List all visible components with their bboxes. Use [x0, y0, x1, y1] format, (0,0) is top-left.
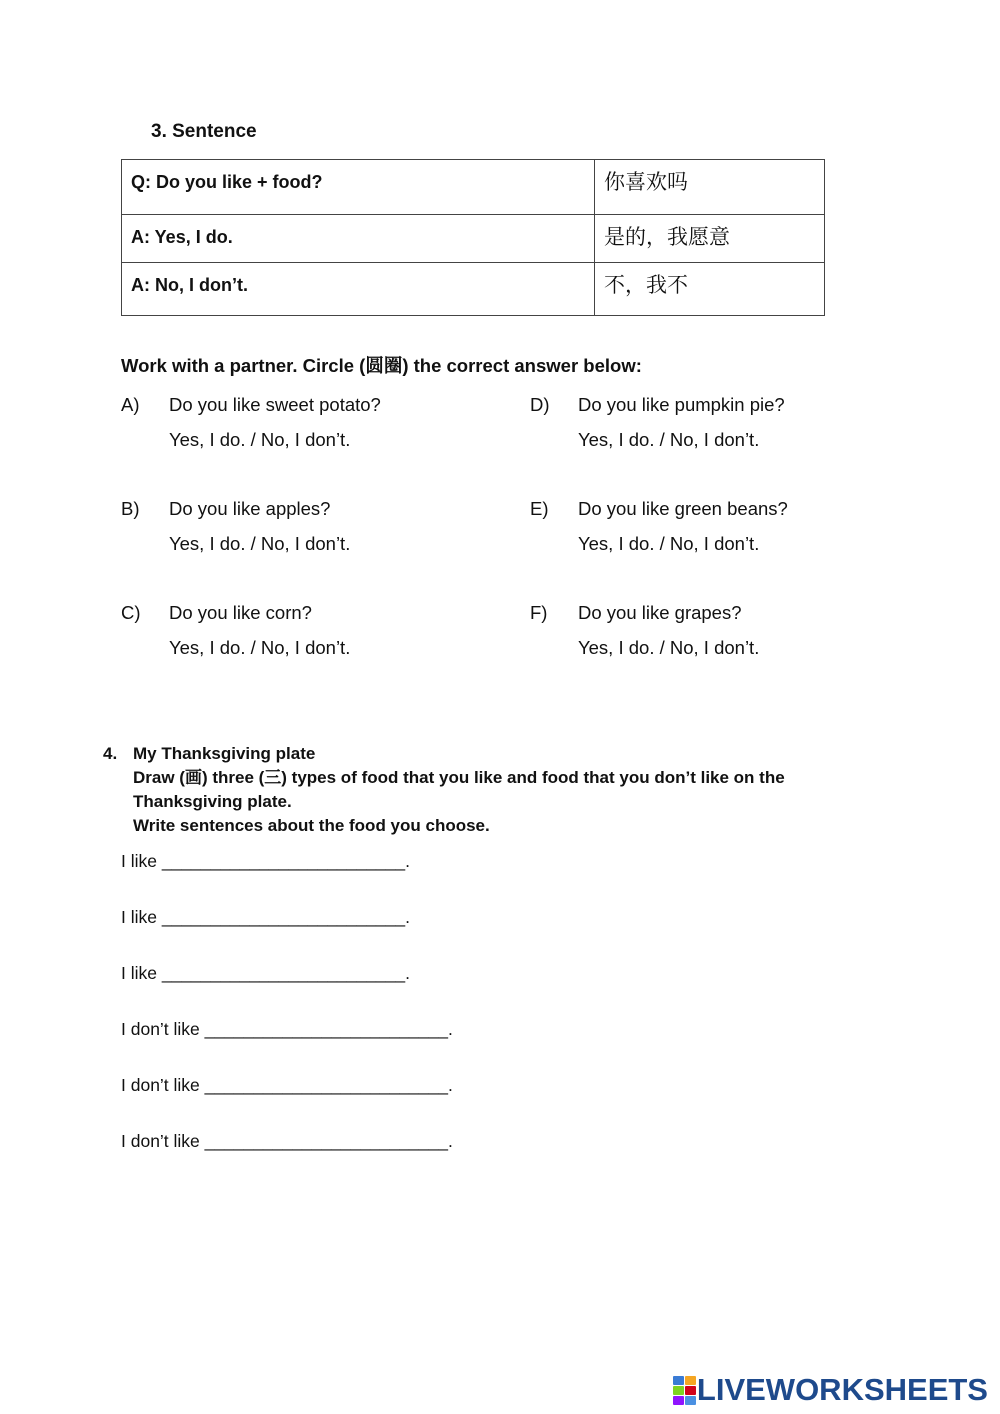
question-text: Do you like corn? — [169, 602, 312, 623]
english-sentence: Q: Do you like + food? — [122, 160, 595, 215]
question-text: Do you like grapes? — [578, 602, 742, 623]
question-text: Do you like green beans? — [578, 498, 788, 519]
answer-choice[interactable]: Yes, I do. / No, I don’t. — [578, 637, 760, 658]
logo-block — [673, 1396, 684, 1405]
section-4-title: My Thanksgiving plate — [133, 744, 316, 763]
logo-block — [685, 1386, 696, 1395]
question-letter: C) — [121, 602, 141, 623]
question-text: Do you like apples? — [169, 498, 331, 519]
section-4-title-row — [103, 742, 785, 766]
sentence-table — [121, 159, 825, 316]
question-letter: F) — [530, 602, 548, 623]
question-letter: E) — [530, 498, 549, 519]
like-sentence-blank[interactable]: I like _________________________. — [121, 851, 411, 871]
like-sentence-blank[interactable]: I like _________________________. — [121, 963, 411, 983]
chinese-translation: 不，我不 — [595, 263, 825, 316]
logo-block — [685, 1376, 696, 1385]
like-sentence-blank[interactable]: I like _________________________. — [121, 907, 411, 927]
logo-block — [685, 1396, 696, 1405]
english-sentence: A: No, I don’t. — [122, 263, 595, 316]
answer-choice[interactable]: Yes, I do. / No, I don’t. — [169, 429, 351, 450]
table-row — [122, 215, 825, 263]
section-4-number: 4. — [103, 744, 118, 763]
english-sentence: A: Yes, I do. — [122, 215, 595, 263]
answer-choice[interactable]: Yes, I do. / No, I don’t. — [169, 533, 351, 554]
section-4-instruction-3: Write sentences about the food you choose. — [133, 816, 490, 835]
dislike-sentence-blank[interactable]: I don’t like _________________________. — [121, 1131, 453, 1151]
question-letter: D) — [530, 394, 550, 415]
question-letter: A) — [121, 394, 140, 415]
question-text: Do you like sweet potato? — [169, 394, 381, 415]
logo-text: LIVEWORKSHEETS — [696, 1372, 988, 1407]
chinese-translation: 是的，我愿意 — [595, 215, 825, 263]
answer-choice[interactable]: Yes, I do. / No, I don’t. — [578, 429, 760, 450]
section-4-instruction-2: Thanksgiving plate. — [133, 792, 292, 811]
section-3-heading: 3. Sentence — [151, 121, 257, 142]
answer-choice[interactable]: Yes, I do. / No, I don’t. — [578, 533, 760, 554]
table-row — [122, 160, 825, 215]
section-4 — [103, 742, 785, 838]
table-row — [122, 263, 825, 316]
question-letter: B) — [121, 498, 140, 519]
logo-block — [673, 1386, 684, 1395]
chinese-translation: 你喜欢吗 — [595, 160, 825, 215]
section-4-instruction-1: Draw (画) three (三) types of food that you like and food that you don’t like on the — [133, 768, 785, 787]
question-text: Do you like pumpkin pie? — [578, 394, 785, 415]
logo-block — [673, 1376, 684, 1385]
partner-instruction: Work with a partner. Circle (圆圈) the correct answer below: — [121, 355, 642, 376]
dislike-sentence-blank[interactable]: I don’t like _________________________. — [121, 1075, 453, 1095]
answer-choice[interactable]: Yes, I do. / No, I don’t. — [169, 637, 351, 658]
liveworksheets-logo — [673, 1372, 988, 1408]
logo-blocks-icon — [673, 1376, 695, 1404]
dislike-sentence-blank[interactable]: I don’t like _________________________. — [121, 1019, 453, 1039]
